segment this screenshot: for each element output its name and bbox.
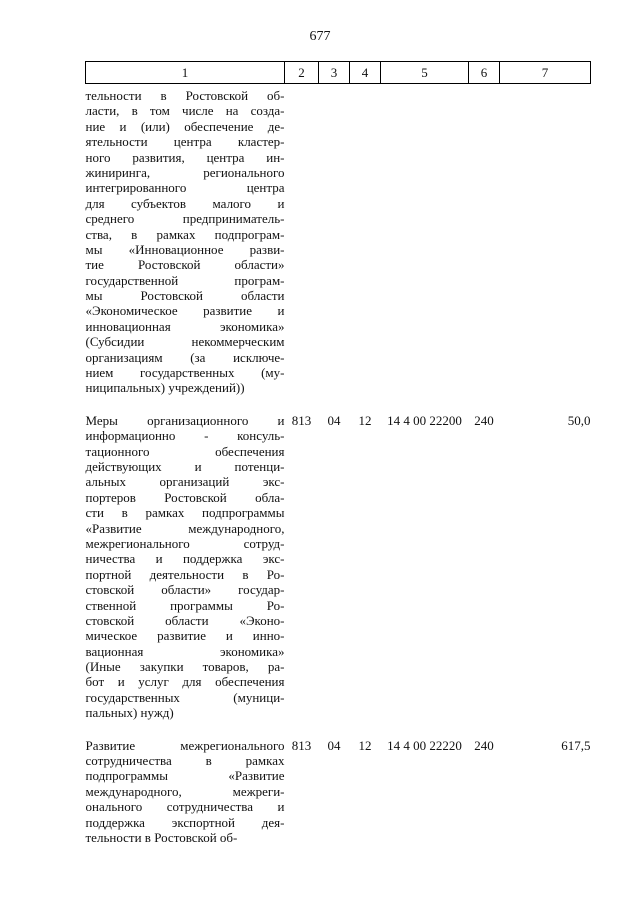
description-line: Развитие межрегионального xyxy=(85,737,285,753)
target-article-code: 14 4 00 22220 xyxy=(387,737,462,753)
description-line: ственной программы Ро- xyxy=(85,597,285,613)
description-line: ниципальных) учреждений)) xyxy=(85,380,245,396)
target-article-code xyxy=(381,84,469,396)
table-row xyxy=(86,396,591,721)
description-line: подпрограммы «Развитие xyxy=(85,768,285,784)
description-line: ства, в рамках подпрограм- xyxy=(85,226,285,242)
header-row xyxy=(86,62,591,84)
expense-type-code xyxy=(469,84,500,396)
expense-type-code: 240 xyxy=(474,737,494,753)
description-line: действующих и потенци- xyxy=(85,458,285,474)
description-line: тационного обеспечения xyxy=(85,443,285,459)
description-line: альных организаций экс- xyxy=(85,474,285,490)
description-line: Меры организационного и xyxy=(85,412,285,428)
description-line: «Экономическое развитие и xyxy=(85,303,285,319)
description-line: пальных) нужд) xyxy=(85,705,174,721)
column-header-7: 7 xyxy=(500,62,591,84)
description-line: мы Ростовской области xyxy=(85,288,285,304)
table-row xyxy=(86,84,591,396)
column-header-3: 3 xyxy=(319,62,350,84)
description-line: сти в рамках подпрограммы xyxy=(85,505,285,521)
description-line: для субъектов малого и xyxy=(85,195,285,211)
description-line: тельности в Ростовской об- xyxy=(85,88,285,103)
description-line: «Развитие международного, xyxy=(85,520,285,536)
description-line: организациям (за исключе- xyxy=(85,349,285,365)
description-line: инновационная экономика» xyxy=(85,318,285,334)
amount-value: 617,5 xyxy=(561,737,591,753)
description-line: портеров Ростовской обла- xyxy=(85,489,285,505)
description-line: межрегионального сотруд- xyxy=(85,535,285,551)
expense-type-code: 240 xyxy=(474,412,494,428)
description-line: бот и услуг для обеспечения xyxy=(85,674,285,690)
description-line: ного развития, центра ин- xyxy=(85,149,285,165)
column-header-5: 5 xyxy=(381,62,469,84)
description-line: онального сотрудничества и xyxy=(85,799,285,815)
section-code: 04 xyxy=(327,412,341,428)
description-line: международного, межреги- xyxy=(85,783,285,799)
description-line: тие Ростовской области» xyxy=(85,257,285,273)
row-description xyxy=(86,84,285,396)
description-line: сотрудничества в рамках xyxy=(85,753,285,769)
section-code: 04 xyxy=(327,737,341,753)
description-line: государственных (муници- xyxy=(85,689,285,705)
description-line: ничества и поддержка экс- xyxy=(85,551,285,567)
ministry-code: 813 xyxy=(291,412,312,428)
description-line: ласти, в том числе на созда- xyxy=(85,103,285,119)
row-description xyxy=(86,721,285,846)
description-line: мическое развитие и инно- xyxy=(85,628,285,644)
description-line: вационная экономика» xyxy=(85,643,285,659)
subsection-code: 12 xyxy=(358,737,372,753)
column-header-1: 1 xyxy=(86,62,285,84)
description-line: стовской области» государ- xyxy=(85,582,285,598)
description-line: поддержка экспортной дея- xyxy=(85,814,285,830)
section-code xyxy=(319,84,350,396)
description-line: ние и (или) обеспечение де- xyxy=(85,118,285,134)
subsection-code: 12 xyxy=(358,412,372,428)
description-line: интегрированного центра xyxy=(85,180,285,196)
description-line: мы «Инновационное разви- xyxy=(85,241,285,257)
description-line: стовской области «Эконо- xyxy=(85,612,285,628)
description-line: ятельности центра кластер- xyxy=(85,134,285,150)
description-line: жиниринга, регионального xyxy=(85,164,285,180)
row-description xyxy=(86,396,285,721)
table-row xyxy=(86,721,591,846)
ministry-code xyxy=(285,84,319,396)
amount-value: 50,0 xyxy=(567,412,591,428)
description-line: нием государственных (му- xyxy=(85,365,285,381)
target-article-code: 14 4 00 22200 xyxy=(387,412,462,428)
column-header-4: 4 xyxy=(350,62,381,84)
description-line: тельности в Ростовской об- xyxy=(85,829,238,845)
description-line: среднего предприниматель- xyxy=(85,211,285,227)
budget-table xyxy=(85,61,591,845)
column-header-6: 6 xyxy=(469,62,500,84)
page-number: 677 xyxy=(309,29,331,44)
ministry-code: 813 xyxy=(291,737,312,753)
description-line: портной деятельности в Ро- xyxy=(85,566,285,582)
amount-value xyxy=(500,84,591,396)
column-header-2: 2 xyxy=(285,62,319,84)
description-line: государственной програм- xyxy=(85,272,285,288)
subsection-code xyxy=(350,84,381,396)
description-line: (Иные закупки товаров, ра- xyxy=(85,659,285,675)
description-line: (Субсидии некоммерческим xyxy=(85,334,285,350)
description-line: информационно - консуль- xyxy=(85,428,285,444)
